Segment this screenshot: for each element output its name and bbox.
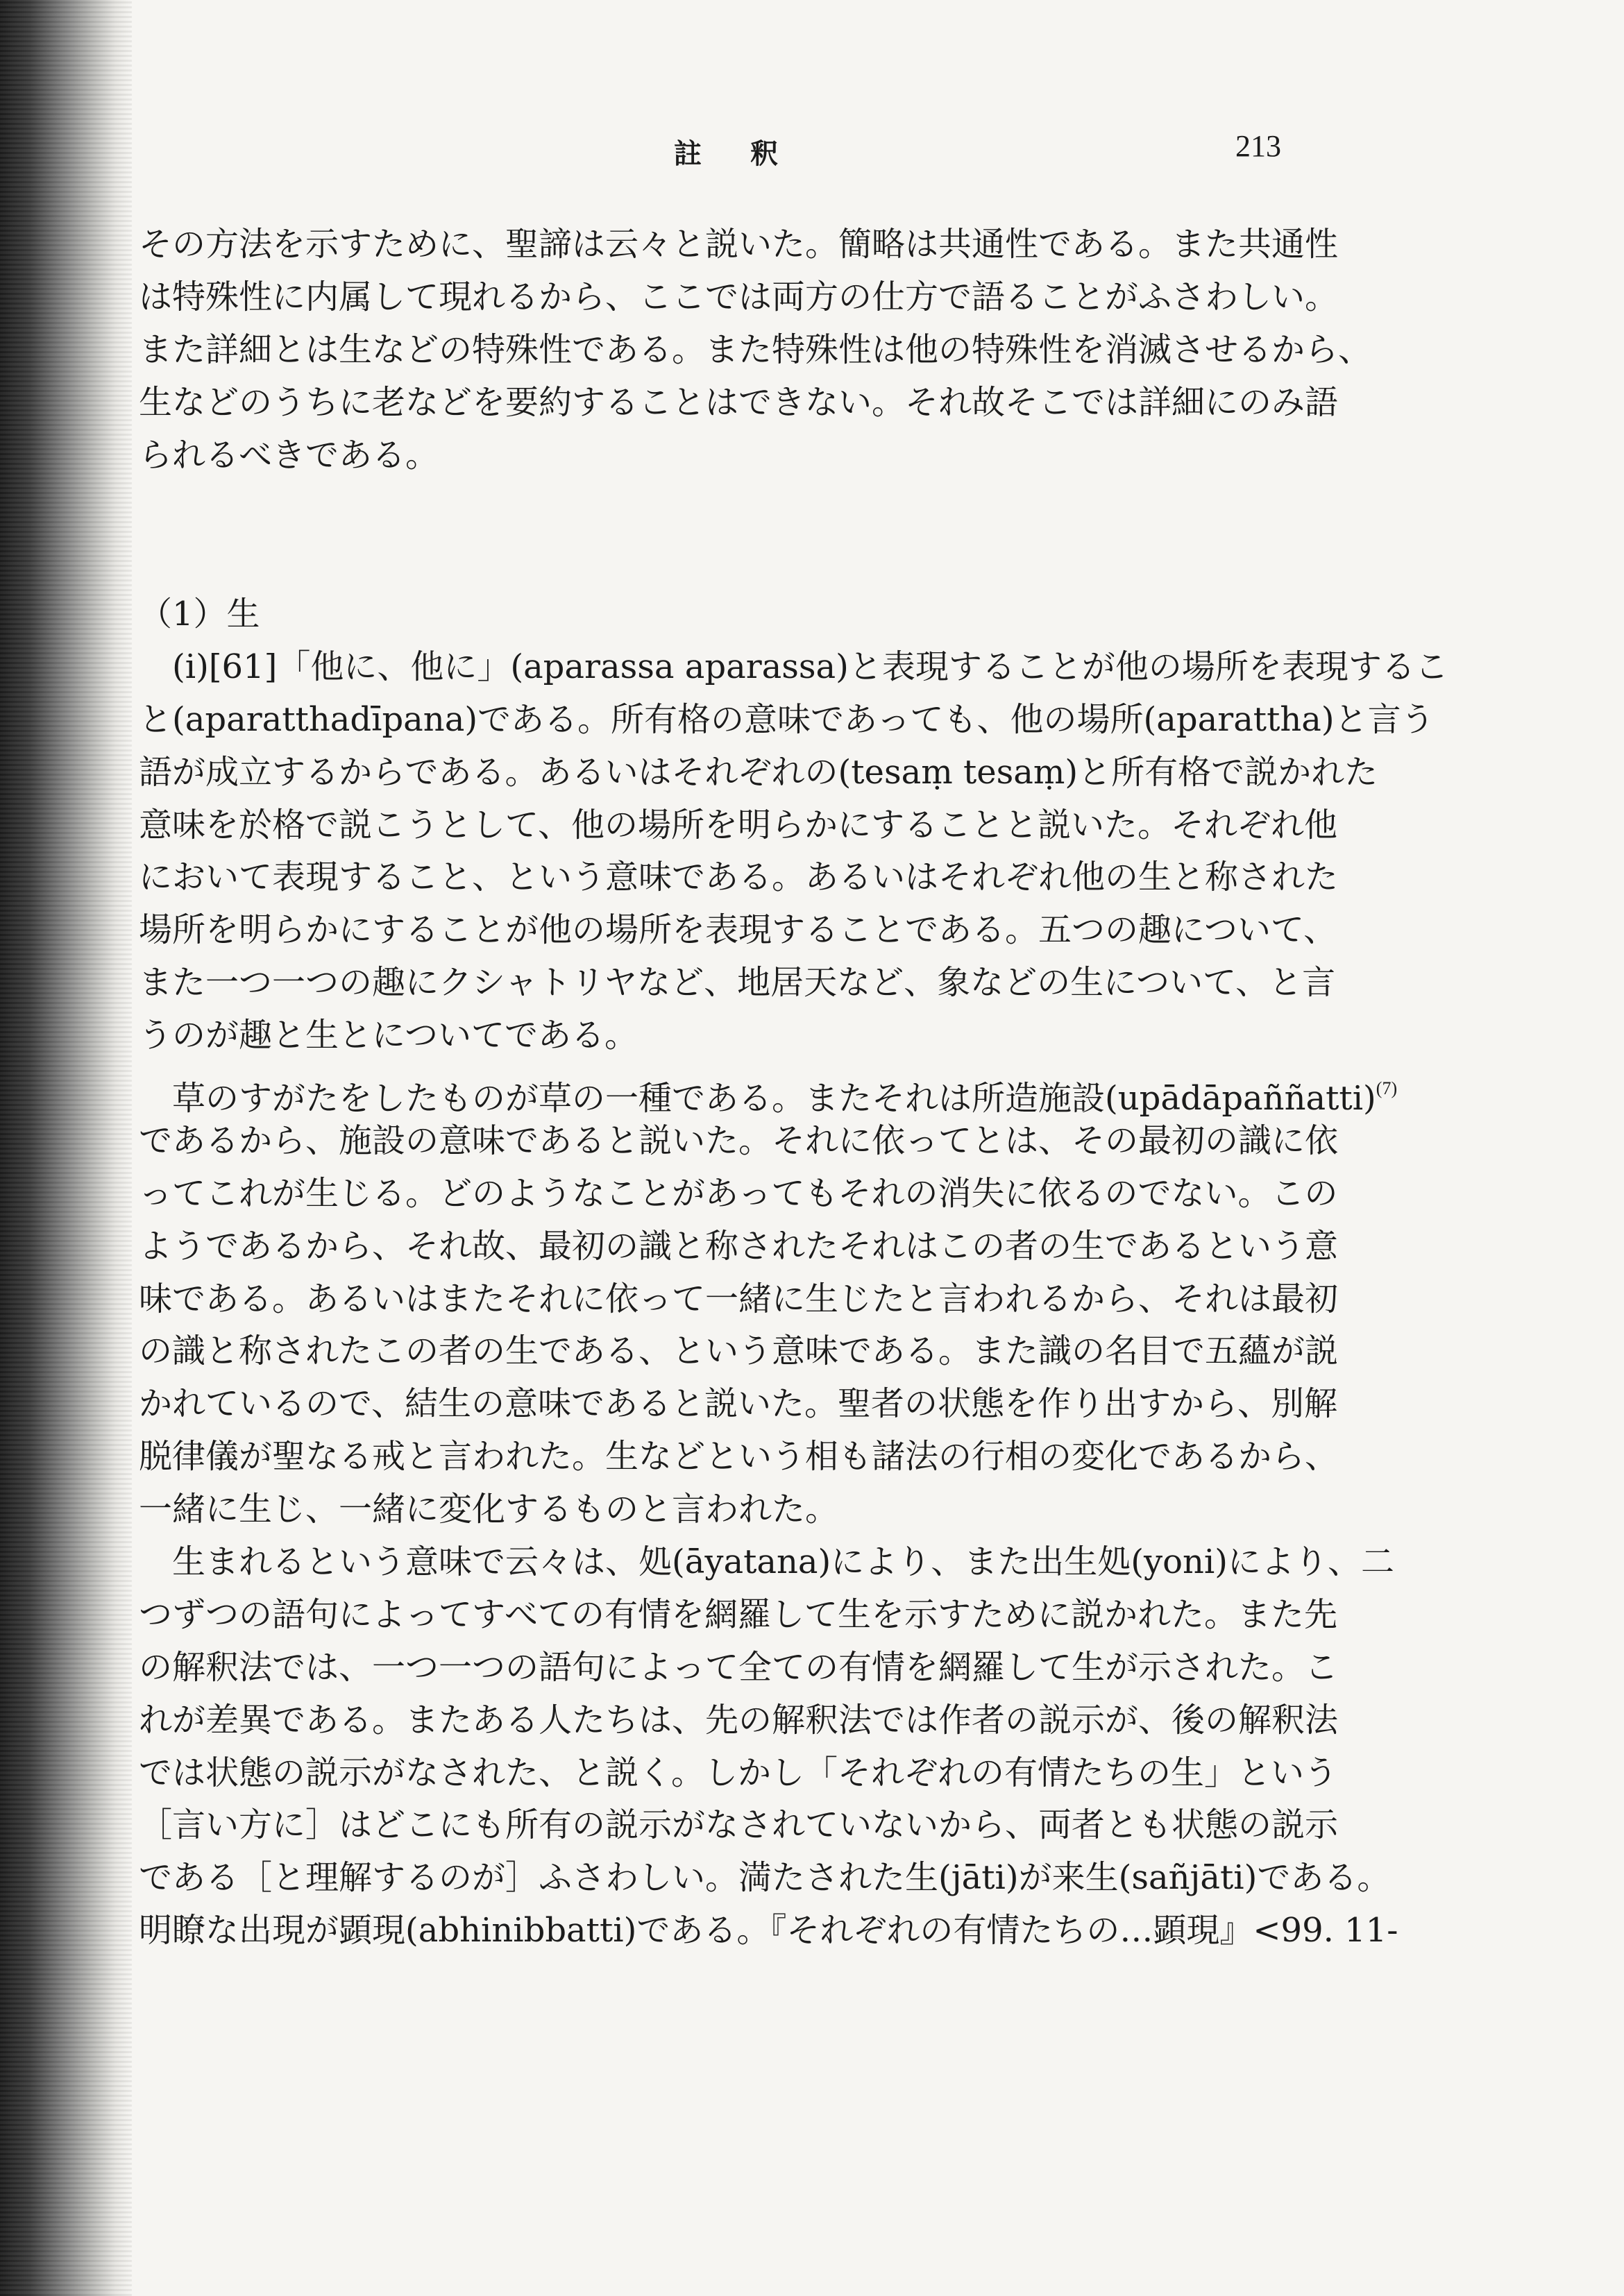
text-line: かれているので、結生の意味であると説いた。聖者の状態を作り出すから、別解	[139, 1384, 1338, 1424]
section-heading	[139, 588, 1353, 641]
text-line: の識と称されたこの者の生である、という意味である。また識の名目で五蘊が説	[139, 1332, 1339, 1371]
text-line: では状態の説示がなされた、と説く。しかし「それぞれの有情たちの生」という	[139, 1753, 1338, 1792]
text-line: つずつの語句によってすべての有情を網羅して生を示すために説かれた。また先	[139, 1595, 1338, 1634]
text-line: 草のすがたをしたものが草の一種である。またそれは所造施設(upādāpaññatti)$^{(7)}$	[172, 1078, 1398, 1119]
running-header: 註 釈	[674, 137, 797, 170]
text-line: ようであるから、それ故、最初の識と称されたそれはこの者の生であるという意	[139, 1226, 1339, 1266]
text-line: その方法を示すために、聖諦は云々と説いた。簡略は共通性である。また共通性	[139, 225, 1339, 264]
book-spine-shadow	[0, 0, 132, 2296]
text-line: ［言い方に］はどこにも所有の説示がなされていないから、両者とも状態の説示	[139, 1805, 1339, 1845]
text-line: また一つ一つの趣にクシャトリヤなど、地居天など、象などの生について、と言	[139, 963, 1336, 1003]
text-line: 場所を明らかにすることが他の場所を表現することである。五つの趣について、	[139, 910, 1337, 950]
text-line: 生まれるという意味で云々は、処(āyatana)により、また出生処(yoni)により、二	[172, 1542, 1394, 1582]
text-line: 意味を於格で説こうとして、他の場所を明らかにすることと説いた。それぞれ他	[139, 805, 1338, 844]
section-title: 生	[226, 595, 260, 633]
text-line: れが差異である。またある人たちは、先の解釈法では作者の説示が、後の解釈法	[139, 1700, 1339, 1740]
text-line: 語が成立するからである。あるいはそれぞれの(tesaṃ tesaṃ)と所有格で説かれた	[139, 752, 1378, 792]
text-line: である［と理解するのが］ふさわしい。満たされた生(jāti)が来生(sañjāti)である。	[139, 1858, 1391, 1898]
text-line: うのが趣と生とについてである。	[139, 1016, 638, 1055]
text-line: られるべきである。	[139, 435, 439, 475]
text-line: は特殊性に内属して現れるから、ここでは両方の仕方で語ることがふさわしい。	[139, 277, 1339, 316]
text-line: において表現すること、という意味である。あるいはそれぞれ他の生と称された	[139, 858, 1339, 897]
text-line: 明瞭な出現が顕現(abhinibbatti)である。『それぞれの有情たちの…顕現』<99. 11-	[139, 1911, 1398, 1950]
text-line: また詳細とは生などの特殊性である。また特殊性は他の特殊性を消滅させるから、	[139, 330, 1372, 369]
section-number: （1）	[139, 595, 227, 633]
text-line: と(aparatthadīpana)である。所有格の意味であっても、他の場所(aparattha)と言う	[139, 699, 1435, 739]
text-line: であるから、施設の意味であると説いた。それに依ってとは、その最初の識に依	[139, 1121, 1339, 1160]
section-body	[139, 588, 1448, 1957]
text-line: ってこれが生じる。どのようなことがあってもそれの消失に依るのでない。この	[139, 1173, 1338, 1213]
footnote-marker: (7)	[1376, 1078, 1398, 1099]
text-line: の解釈法では、一つ一つの語句によって全ての有情を網羅して生が示された。こ	[139, 1647, 1339, 1687]
page-number: 213	[1235, 129, 1281, 163]
text-line: (i)[61]「他に、他に」(aparassa aparassa)と表現することが他の場所を表現するこ	[172, 647, 1448, 686]
text-line: 一緒に生じ、一緒に変化するものと言われた。	[139, 1490, 839, 1529]
intro-paragraph	[139, 219, 1372, 482]
text-line: 脱律儀が聖なる戒と言われた。生などという相も諸法の行相の変化であるから、	[139, 1437, 1339, 1477]
text-line: 生などのうちに老などを要約することはできない。それ故そこでは詳細にのみ語	[139, 382, 1339, 422]
text-line: 味である。あるいはまたそれに依って一緒に生じたと言われるから、それは最初	[139, 1279, 1339, 1318]
